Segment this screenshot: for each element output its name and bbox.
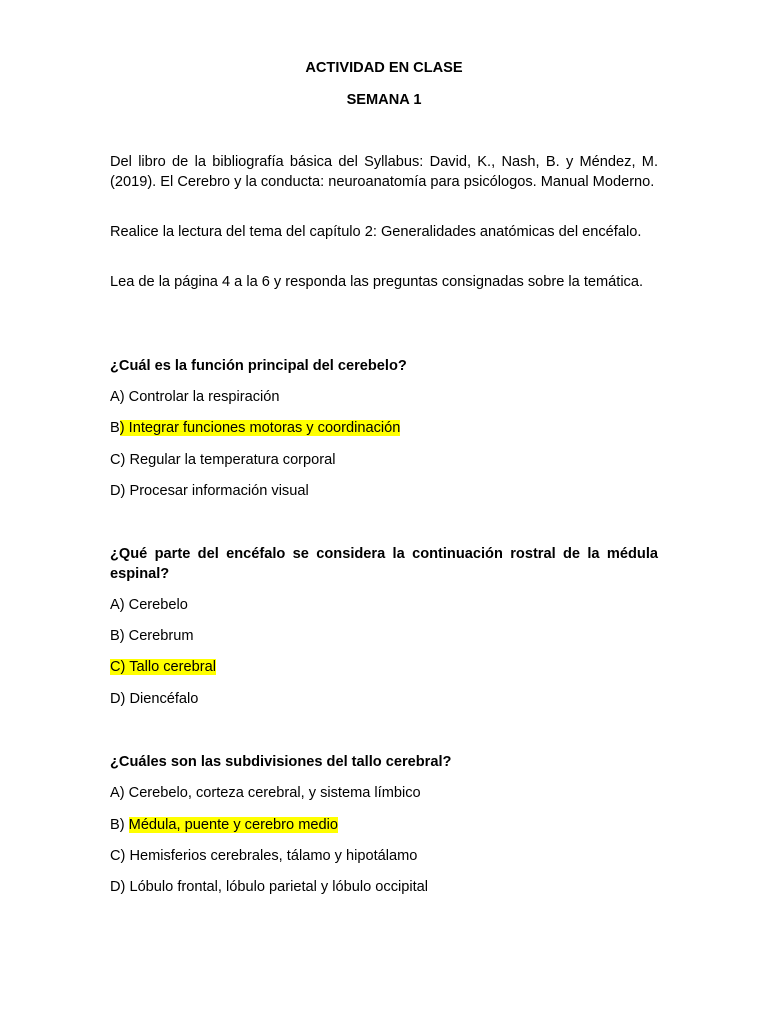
question-1: ¿Cuál es la función principal del cerebelo?	[110, 358, 407, 374]
question-3-option-a: A) Cerebelo, corteza cerebral, y sistema límbico	[110, 785, 421, 801]
highlighted-answer: C) Tallo cerebral	[110, 659, 216, 675]
highlighted-answer: Médula, puente y cerebro medio	[128, 817, 338, 833]
question-1-option-a: A) Controlar la respiración	[110, 389, 280, 405]
question-3-option-c: C) Hemisferios cerebrales, tálamo y hipotálamo	[110, 848, 418, 864]
intro-paragraph-reading: Realice la lectura del tema del capítulo 2: Generalidades anatómicas del encéfalo.	[110, 224, 642, 240]
question-3-option-d: D) Lóbulo frontal, lóbulo parietal y lóbulo occipital	[110, 879, 429, 895]
question-2: ¿Qué parte del encéfalo se considera la continuación rostral de la médula espinal?	[110, 546, 658, 582]
question-1-option-c: C) Regular la temperatura corporal	[110, 452, 336, 468]
intro-paragraph-instructions: Lea de la página 4 a la 6 y responda las preguntas consignadas sobre la temática.	[110, 274, 644, 290]
question-3-option-b: B) Médula, puente y cerebro medio	[110, 817, 338, 833]
question-2-option-d: D) Diencéfalo	[110, 691, 199, 707]
question-1-option-d: D) Procesar información visual	[110, 483, 309, 499]
question-2-option-a: A) Cerebelo	[110, 597, 188, 613]
question-1-option-b: B) Integrar funciones motoras y coordinación	[110, 420, 401, 436]
highlighted-answer: ) Integrar funciones motoras y coordinación	[119, 420, 401, 436]
intro-paragraph-reference: Del libro de la bibliografía básica del Syllabus: David, K., Nash, B. y Méndez, M. (2019). El Cerebro y la conducta: neuroanatomía para psicólogos. Manual Moderno.	[110, 154, 658, 190]
question-3: ¿Cuáles son las subdivisiones del tallo cerebral?	[110, 754, 452, 770]
question-2-option-c	[110, 658, 216, 677]
document-title: ACTIVIDAD EN CLASE	[305, 60, 463, 76]
document-subtitle: SEMANA 1	[346, 92, 422, 108]
question-2-option-b: B) Cerebrum	[110, 628, 194, 644]
